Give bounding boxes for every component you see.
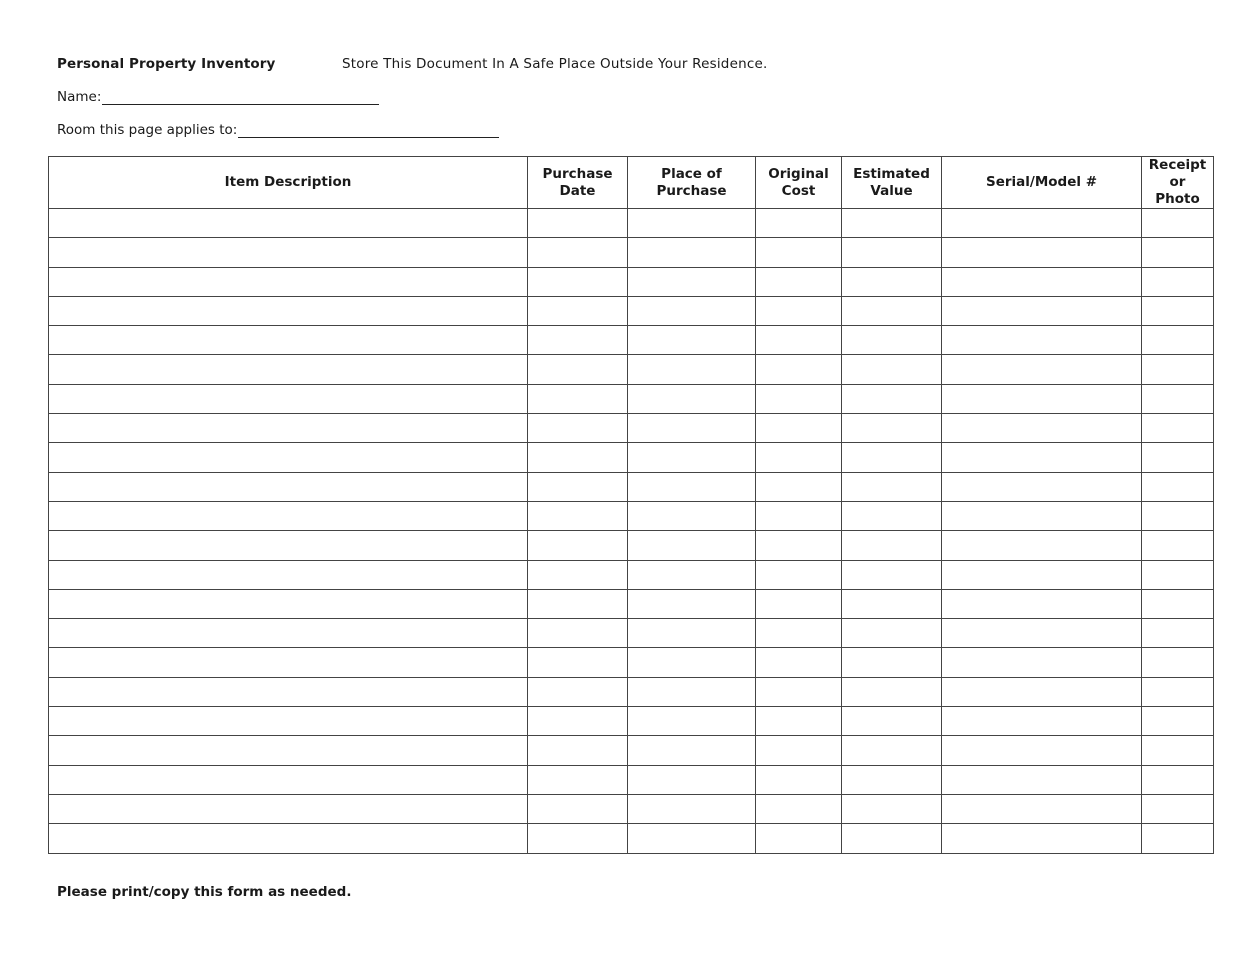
table-cell[interactable] (842, 677, 942, 706)
table-cell[interactable] (1142, 238, 1214, 267)
table-cell[interactable] (49, 531, 528, 560)
table-cell[interactable] (1142, 472, 1214, 501)
table-cell[interactable] (49, 589, 528, 618)
table-cell[interactable] (528, 794, 628, 823)
footer-note: Please print/copy this form as needed. (57, 884, 352, 900)
table-cell[interactable] (842, 707, 942, 736)
table-cell[interactable] (756, 355, 842, 384)
table-row (49, 472, 1214, 501)
table-cell[interactable] (1142, 296, 1214, 325)
table-cell[interactable] (756, 384, 842, 413)
table-cell[interactable] (756, 560, 842, 589)
table-cell[interactable] (756, 531, 842, 560)
table-row (49, 648, 1214, 677)
table-cell[interactable] (842, 443, 942, 472)
table-cell[interactable] (756, 707, 842, 736)
table-cell[interactable] (528, 619, 628, 648)
table-cell[interactable] (942, 619, 1142, 648)
table-header-row (49, 157, 1214, 209)
col-estimated-value: Estimated Value (842, 157, 942, 209)
table-cell[interactable] (628, 443, 756, 472)
table-cell[interactable] (1142, 707, 1214, 736)
table-cell[interactable] (842, 267, 942, 296)
table-cell[interactable] (1142, 824, 1214, 853)
table-cell[interactable] (942, 648, 1142, 677)
col-original-cost: Original Cost (756, 157, 842, 209)
table-cell[interactable] (628, 209, 756, 238)
table-row (49, 414, 1214, 443)
table-cell[interactable] (756, 472, 842, 501)
table-cell[interactable] (49, 648, 528, 677)
table-cell[interactable] (942, 794, 1142, 823)
name-field[interactable] (57, 89, 379, 105)
table-cell[interactable] (628, 267, 756, 296)
table-cell[interactable] (842, 824, 942, 853)
table-cell[interactable] (756, 736, 842, 765)
table-cell[interactable] (756, 414, 842, 443)
table-cell[interactable] (528, 824, 628, 853)
table-cell[interactable] (756, 824, 842, 853)
table-cell[interactable] (528, 384, 628, 413)
table-cell[interactable] (842, 794, 942, 823)
name-label: Name: (57, 89, 102, 105)
table-cell[interactable] (528, 209, 628, 238)
table-cell[interactable] (49, 560, 528, 589)
table-cell[interactable] (49, 384, 528, 413)
table-cell[interactable] (628, 414, 756, 443)
table-cell[interactable] (528, 501, 628, 530)
table-cell[interactable] (942, 531, 1142, 560)
table-cell[interactable] (628, 501, 756, 530)
table-cell[interactable] (49, 209, 528, 238)
table-cell[interactable] (628, 238, 756, 267)
table-cell[interactable] (1142, 209, 1214, 238)
table-cell[interactable] (49, 238, 528, 267)
table-row (49, 384, 1214, 413)
table-row (49, 209, 1214, 238)
table-cell[interactable] (528, 326, 628, 355)
table-cell[interactable] (628, 326, 756, 355)
table-cell[interactable] (1142, 648, 1214, 677)
table-cell[interactable] (49, 765, 528, 794)
table-cell[interactable] (528, 736, 628, 765)
table-cell[interactable] (756, 443, 842, 472)
form-title: Personal Property Inventory (57, 56, 276, 72)
table-cell[interactable] (628, 707, 756, 736)
table-cell[interactable] (942, 736, 1142, 765)
table-cell[interactable] (628, 736, 756, 765)
table-cell[interactable] (1142, 560, 1214, 589)
table-row (49, 707, 1214, 736)
table-cell[interactable] (842, 589, 942, 618)
table-cell[interactable] (1142, 765, 1214, 794)
table-cell[interactable] (528, 238, 628, 267)
table-cell[interactable] (1142, 794, 1214, 823)
table-cell[interactable] (842, 296, 942, 325)
table-cell[interactable] (1142, 619, 1214, 648)
table-cell[interactable] (1142, 501, 1214, 530)
table-cell[interactable] (942, 707, 1142, 736)
table-cell[interactable] (942, 443, 1142, 472)
table-row (49, 267, 1214, 296)
table-cell[interactable] (842, 531, 942, 560)
table-cell[interactable] (842, 619, 942, 648)
table-cell[interactable] (628, 560, 756, 589)
table-cell[interactable] (756, 326, 842, 355)
table-cell[interactable] (49, 501, 528, 530)
table-cell[interactable] (628, 472, 756, 501)
table-row (49, 355, 1214, 384)
table-cell[interactable] (756, 589, 842, 618)
table-cell[interactable] (756, 296, 842, 325)
table-cell[interactable] (49, 619, 528, 648)
table-cell[interactable] (842, 209, 942, 238)
table-cell[interactable] (528, 414, 628, 443)
table-row (49, 501, 1214, 530)
table-cell[interactable] (49, 443, 528, 472)
table-cell[interactable] (528, 267, 628, 296)
table-cell[interactable] (842, 765, 942, 794)
table-cell[interactable] (528, 531, 628, 560)
table-cell[interactable] (842, 472, 942, 501)
table-cell[interactable] (1142, 443, 1214, 472)
table-cell[interactable] (49, 794, 528, 823)
table-cell[interactable] (942, 560, 1142, 589)
table-row (49, 824, 1214, 853)
table-cell[interactable] (1142, 267, 1214, 296)
table-row (49, 589, 1214, 618)
col-serial-model: Serial/Model # (942, 157, 1142, 209)
table-cell[interactable] (942, 209, 1142, 238)
storage-instruction: Store This Document In A Safe Place Outside Your Residence. (342, 56, 768, 72)
table-row (49, 765, 1214, 794)
table-row (49, 326, 1214, 355)
table-cell[interactable] (49, 355, 528, 384)
table-row (49, 238, 1214, 267)
table-cell[interactable] (1142, 589, 1214, 618)
table-cell[interactable] (756, 238, 842, 267)
name-blank-line[interactable] (102, 90, 379, 105)
table-cell[interactable] (756, 209, 842, 238)
col-item-description: Item Description (49, 157, 528, 209)
table-row (49, 531, 1214, 560)
table-cell[interactable] (942, 384, 1142, 413)
table-cell[interactable] (628, 531, 756, 560)
table-cell[interactable] (942, 326, 1142, 355)
table-cell[interactable] (49, 267, 528, 296)
table-row (49, 736, 1214, 765)
table-cell[interactable] (49, 326, 528, 355)
table-cell[interactable] (49, 707, 528, 736)
room-field[interactable] (57, 122, 499, 138)
table-cell[interactable] (842, 355, 942, 384)
table-cell[interactable] (528, 765, 628, 794)
table-cell[interactable] (49, 736, 528, 765)
table-cell[interactable] (942, 765, 1142, 794)
table-cell[interactable] (628, 355, 756, 384)
table-cell[interactable] (1142, 736, 1214, 765)
table-cell[interactable] (942, 267, 1142, 296)
col-purchase-date: Purchase Date (528, 157, 628, 209)
table-cell[interactable] (628, 648, 756, 677)
table-cell[interactable] (842, 648, 942, 677)
table-cell[interactable] (528, 707, 628, 736)
table-cell[interactable] (842, 238, 942, 267)
table-cell[interactable] (528, 355, 628, 384)
table-cell[interactable] (628, 824, 756, 853)
table-cell[interactable] (756, 267, 842, 296)
table-body (49, 209, 1214, 854)
table-cell[interactable] (49, 472, 528, 501)
table-cell[interactable] (942, 589, 1142, 618)
table-cell[interactable] (628, 765, 756, 794)
table-cell[interactable] (942, 296, 1142, 325)
table-cell[interactable] (942, 501, 1142, 530)
table-cell[interactable] (628, 384, 756, 413)
room-label: Room this page applies to: (57, 122, 238, 138)
table-cell[interactable] (49, 677, 528, 706)
table-cell[interactable] (628, 677, 756, 706)
table-cell[interactable] (49, 824, 528, 853)
col-receipt-or-photo: Receipt or Photo (1142, 157, 1214, 209)
table-cell[interactable] (1142, 355, 1214, 384)
table-cell[interactable] (756, 501, 842, 530)
table-cell[interactable] (628, 296, 756, 325)
table-cell[interactable] (842, 560, 942, 589)
table-cell[interactable] (756, 765, 842, 794)
table-cell[interactable] (1142, 384, 1214, 413)
table-cell[interactable] (942, 414, 1142, 443)
table-cell[interactable] (628, 589, 756, 618)
table-cell[interactable] (842, 384, 942, 413)
table-cell[interactable] (942, 824, 1142, 853)
table-row (49, 296, 1214, 325)
table-cell[interactable] (842, 414, 942, 443)
table-cell[interactable] (528, 589, 628, 618)
table-row (49, 794, 1214, 823)
table-cell[interactable] (942, 472, 1142, 501)
col-place-of-purchase: Place of Purchase (628, 157, 756, 209)
table-cell[interactable] (942, 238, 1142, 267)
table-cell[interactable] (1142, 531, 1214, 560)
table-row (49, 677, 1214, 706)
table-cell[interactable] (942, 677, 1142, 706)
table-cell[interactable] (1142, 414, 1214, 443)
table-cell[interactable] (756, 677, 842, 706)
table-cell[interactable] (528, 648, 628, 677)
table-row (49, 443, 1214, 472)
table-cell[interactable] (528, 296, 628, 325)
table-cell[interactable] (842, 736, 942, 765)
table-cell[interactable] (628, 619, 756, 648)
table-cell[interactable] (842, 326, 942, 355)
table-cell[interactable] (1142, 677, 1214, 706)
table-cell[interactable] (528, 443, 628, 472)
inventory-table (48, 156, 1214, 854)
table-row (49, 619, 1214, 648)
table-cell[interactable] (942, 355, 1142, 384)
table-cell[interactable] (756, 619, 842, 648)
table-cell[interactable] (842, 501, 942, 530)
table-cell[interactable] (756, 648, 842, 677)
table-cell[interactable] (528, 677, 628, 706)
table-cell[interactable] (49, 296, 528, 325)
table-row (49, 560, 1214, 589)
table-cell[interactable] (528, 472, 628, 501)
table-cell[interactable] (1142, 326, 1214, 355)
table-cell[interactable] (756, 794, 842, 823)
room-blank-line[interactable] (238, 123, 499, 138)
table-cell[interactable] (49, 414, 528, 443)
table-cell[interactable] (528, 560, 628, 589)
table-cell[interactable] (628, 794, 756, 823)
